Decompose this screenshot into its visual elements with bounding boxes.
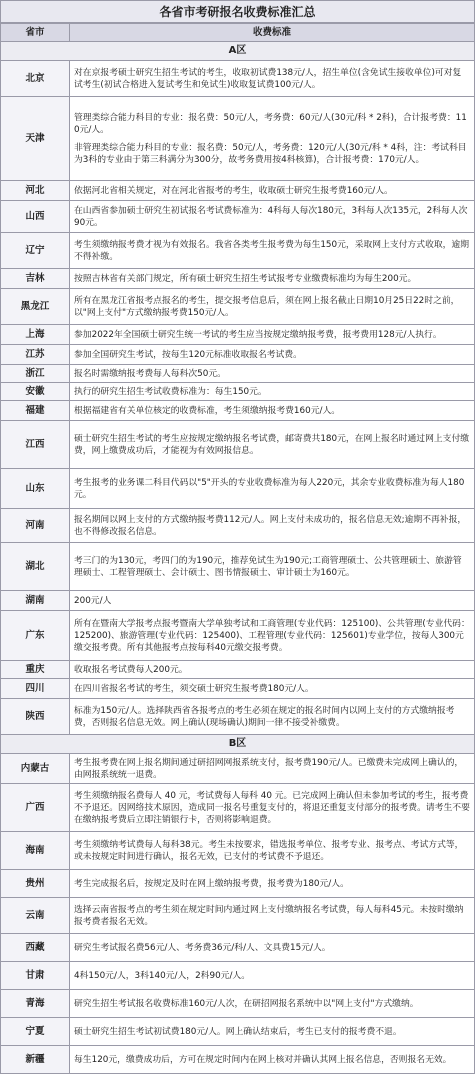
fee-text: 对在京报考硕士研究生招生考试的考生，收取初试费138元/人，招生单位(含免试生接收单位)可对复试考生(初试合格进入复试考生和免试生)收取复试费100元/人。 — [74, 67, 462, 90]
province-cell: 云南 — [1, 898, 70, 934]
fee-text: 所有在黑龙江省报考点报名的考生，提交报考信息后，须在网上报名截止日期10月25日22时之前，以"网上支付"方式缴纳报考费150元/人。 — [74, 295, 460, 318]
table-row — [1, 289, 475, 325]
zone-b-row — [1, 735, 475, 754]
fee-text: 4科150元/人，3科140元/人，2科90元/人。 — [74, 970, 251, 981]
table-row — [1, 269, 475, 289]
table-row — [1, 469, 475, 509]
fee-standard-cell — [70, 233, 475, 269]
fee-standard-cell — [70, 181, 475, 201]
table-row — [1, 345, 475, 365]
fee-text: 管理类综合能力科目的专业：报名费：50元/人，考务费：60元/人(30元/科 * 2科)，合计报考费：110元/人。 — [74, 112, 467, 135]
table-row — [1, 201, 475, 233]
fee-text: 所有在暨南大学报考点报考暨南大学单独考试和工商管理(专业代码：125100)、公共管理(专业代码：125200)、旅游管理(专业代码：125400)、工程管理(专业代码：125601)专业学位，按每人300元缴交报考费。所有其他报考点按每科40元缴交报考费。 — [74, 618, 470, 653]
fee-standard-cell — [70, 679, 475, 699]
fee-standard-cell — [70, 345, 475, 365]
province-cell: 江苏 — [1, 345, 70, 365]
table-row — [1, 591, 475, 611]
fee-standard-cell — [70, 1046, 475, 1074]
fee-text: 在山西省参加硕士研究生初试报名考试费标准为：4科每人每次180元，3科每人次135元，2科每人次90元。 — [74, 205, 468, 228]
table-row — [1, 1046, 475, 1074]
page-title: 各省市考研报名收费标准汇总 — [0, 0, 475, 23]
province-cell: 江西 — [1, 421, 70, 469]
fee-standard-cell — [70, 661, 475, 679]
fee-standard-cell — [70, 401, 475, 421]
fee-text: 参加全国研究生考试，按每生120元标准收取报名考试费。 — [74, 349, 302, 360]
province-cell: 内蒙古 — [1, 754, 70, 784]
fee-standard-cell — [70, 269, 475, 289]
fee-text: 考生报考的业务课二科目代码以"5"开头的专业收费标准为每人220元，其余专业收费标准为每人180元。 — [74, 477, 465, 500]
table-row — [1, 699, 475, 735]
table-row — [1, 543, 475, 591]
province-cell: 海南 — [1, 832, 70, 870]
fee-table — [0, 23, 475, 1074]
zone-b-label: B区 — [1, 735, 475, 754]
fee-text: 研究生考试报名费56元/人、考务费36元/科/人、文具费15元/人。 — [74, 942, 331, 953]
fee-text: 考生须缴纳报名费每人 40 元，考试费每人每科 40 元。已完成网上确认但未参加考试的考生，报考费不予退还。因网络技术原因，造成同一报名号重复支付的，将退还重复支付部分的报考费。请考生不要在缴纳报考费后立即注销银行卡，否则将影响退费。 — [74, 790, 470, 825]
table-row — [1, 898, 475, 934]
fee-standard-cell — [70, 1018, 475, 1046]
fee-standard-cell — [70, 832, 475, 870]
fee-standard-cell — [70, 934, 475, 962]
table-row — [1, 934, 475, 962]
fee-standard-cell — [70, 870, 475, 898]
table-row — [1, 679, 475, 699]
fee-standard-cell — [70, 990, 475, 1018]
fee-text: 根据福建省有关单位核定的收费标准，考生须缴纳报考费160元/人。 — [74, 405, 341, 416]
fee-standard-cell — [70, 365, 475, 383]
fee-text: 考生须缴纳报考费才视为有效报名。我省各类考生报考费为每生150元，采取网上支付方式收取，逾期不得补缴。 — [74, 239, 470, 262]
province-cell: 山东 — [1, 469, 70, 509]
fee-text: 标准为150元/人。选择陕西省各报考点的考生必须在规定的报名时间内以网上支付的方式缴纳报考费，否则报名信息无效。网上确认(现场确认)期间一律不接受补缴费。 — [74, 705, 455, 728]
province-cell: 重庆 — [1, 661, 70, 679]
fee-standard-cell — [70, 509, 475, 543]
table-row — [1, 233, 475, 269]
fee-standard-cell — [70, 784, 475, 832]
fee-text: 选择云南省报考点的考生须在规定时间内通过网上支付缴纳报名考试费，每人每科45元。未按时缴纳报考费者报名无效。 — [74, 904, 464, 927]
table-row — [1, 754, 475, 784]
fee-text: 考生须缴纳考试费每人每科38元。考生未按要求，错选报考单位、报考专业、报考点、考试方式等，或未按规定时间进行确认，报名无效，已支付的考试费不予退还。 — [74, 839, 464, 862]
fee-standard-cell — [70, 699, 475, 735]
province-cell: 山西 — [1, 201, 70, 233]
table-row — [1, 181, 475, 201]
fee-standard-cell — [70, 962, 475, 990]
fee-standard-cell — [70, 898, 475, 934]
province-cell: 陕西 — [1, 699, 70, 735]
province-cell: 湖南 — [1, 591, 70, 611]
province-cell: 浙江 — [1, 365, 70, 383]
table-row — [1, 61, 475, 97]
table-row — [1, 611, 475, 661]
province-cell: 广东 — [1, 611, 70, 661]
fee-standard-cell — [70, 325, 475, 345]
table-header-row — [1, 24, 475, 42]
fee-standard-cell — [70, 383, 475, 401]
fee-text: 依据河北省相关规定，对在河北省报考的考生，收取硕士研究生报考费160元/人。 — [74, 185, 393, 196]
province-cell: 吉林 — [1, 269, 70, 289]
province-cell: 宁夏 — [1, 1018, 70, 1046]
table-row — [1, 97, 475, 181]
fee-text: 在四川省报名考试的考生，须交硕士研究生报考费180元/人。 — [74, 683, 314, 694]
table-row — [1, 832, 475, 870]
province-cell: 天津 — [1, 97, 70, 181]
fee-text: 硕士研究生招生考试的考生应按规定缴纳报名考试费，邮寄费共180元，在网上报名时通过网上支付缴费，网上缴费成功后，才能视为有效网报信息。 — [74, 433, 470, 456]
fee-standard-cell — [70, 97, 475, 181]
province-cell: 北京 — [1, 61, 70, 97]
fee-text: 考生报考费在网上报名期间通过研招网网报系统支付，报考费190元/人。已缴费未完成网上确认的，由网报系统统一退费。 — [74, 757, 464, 780]
table-row — [1, 1018, 475, 1046]
province-cell: 新疆 — [1, 1046, 70, 1074]
fee-text: 考生完成报名后，按规定及时在网上缴纳报考费，报考费为180元/人。 — [74, 878, 349, 889]
fee-standard-cell — [70, 591, 475, 611]
fee-text: 报名时需缴纳报考费每人每科次50元。 — [74, 368, 226, 379]
fee-standard-cell — [70, 469, 475, 509]
province-cell: 西藏 — [1, 934, 70, 962]
table-row — [1, 784, 475, 832]
table-row — [1, 325, 475, 345]
table-row — [1, 870, 475, 898]
table-row — [1, 401, 475, 421]
fee-standard-cell — [70, 543, 475, 591]
fee-standard-cell — [70, 289, 475, 325]
province-cell: 广西 — [1, 784, 70, 832]
province-cell: 河北 — [1, 181, 70, 201]
fee-standard-cell — [70, 61, 475, 97]
province-cell: 福建 — [1, 401, 70, 421]
fee-text: 按照吉林省有关部门规定，所有硕士研究生招生考试报考专业缴费标准均为每生200元。 — [74, 273, 417, 284]
province-cell: 贵州 — [1, 870, 70, 898]
table-row — [1, 962, 475, 990]
fee-text: 每生120元，缴费成功后，方可在规定时间内在网上核对并确认其网上报名信息，否则报名无效。 — [74, 1054, 452, 1065]
province-cell: 辽宁 — [1, 233, 70, 269]
fee-text: 硕士研究生招生考试初试费180元/人。网上确认结束后，考生已支付的报考费不退。 — [74, 1026, 402, 1037]
table-row — [1, 365, 475, 383]
table-row — [1, 661, 475, 679]
fee-text: 200元/人 — [74, 595, 112, 606]
province-cell: 黑龙江 — [1, 289, 70, 325]
header-standard: 收费标准 — [70, 24, 475, 42]
province-cell: 四川 — [1, 679, 70, 699]
fee-standard-cell — [70, 201, 475, 233]
fee-text: 收取报名考试费每人200元。 — [74, 664, 188, 675]
zone-a-label: A区 — [1, 42, 475, 61]
table-row — [1, 509, 475, 543]
province-cell: 河南 — [1, 509, 70, 543]
province-cell: 甘肃 — [1, 962, 70, 990]
fee-text: 研究生招生考试报名收费标准160元/人次，在研招网报名系统中以"网上支付"方式缴纳。 — [74, 998, 419, 1009]
fee-text: 报名期间以网上支付的方式缴纳报考费112元/人。网上支付未成功的，报名信息无效;逾期不再补报，也不得修改报名信息。 — [74, 514, 467, 537]
zone-a-row — [1, 42, 475, 61]
province-cell: 湖北 — [1, 543, 70, 591]
header-province: 省市 — [1, 24, 70, 42]
table-row — [1, 990, 475, 1018]
fee-standard-cell — [70, 421, 475, 469]
fee-standard-cell — [70, 611, 475, 661]
fee-text: 考三门的为130元，考四门的为190元，推荐免试生为190元;工商管理硕士、公共管理硕士、旅游管理硕士、工程管理硕士、会计硕士、图书情报硕士、审计硕士为160元。 — [74, 555, 462, 578]
province-cell: 安徽 — [1, 383, 70, 401]
table-row — [1, 383, 475, 401]
table-row — [1, 421, 475, 469]
province-cell: 青海 — [1, 990, 70, 1018]
province-cell: 上海 — [1, 325, 70, 345]
fee-standard-cell — [70, 754, 475, 784]
fee-text-secondary: 非管理类综合能力科目的专业：报名费：50元/人，考务费：120元/人(30元/科 * 4科，注：考试科目为3科的专业由于第三科满分为300分，故考务费用按4科核算)，合计报考费：170元/人。 — [74, 142, 467, 165]
fee-text: 执行的研究生招生考试收费标准为：每生150元。 — [74, 386, 267, 397]
fee-text: 参加2022年全国硕士研究生统一考试的考生应当按规定缴纳报考费，报考费用128元/人执行。 — [74, 329, 442, 340]
